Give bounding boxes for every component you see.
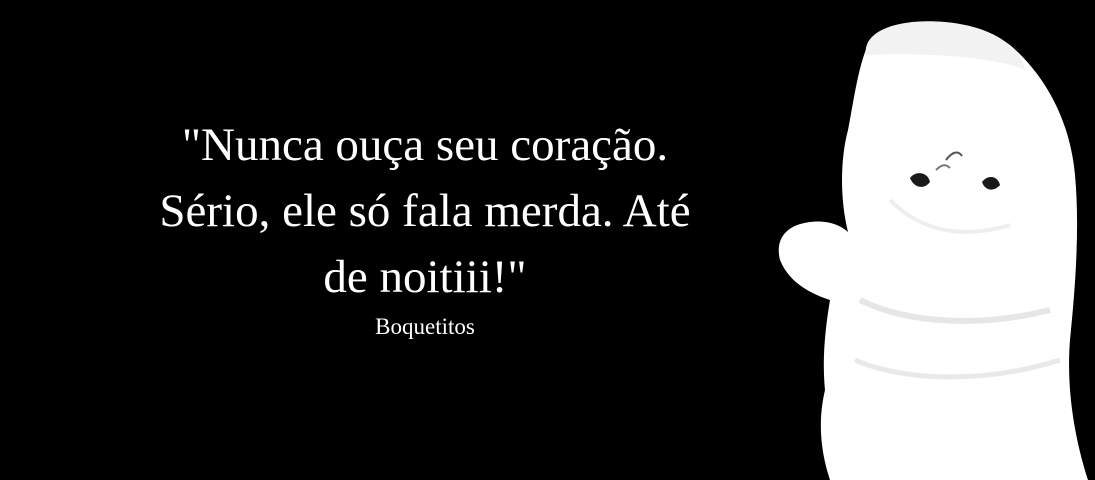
quote-author: Boquetitos bbox=[375, 314, 475, 339]
quote-line-2: Sério, ele só fala merda. Até bbox=[159, 185, 691, 237]
ghost-puppet-icon bbox=[770, 0, 1095, 480]
quote-line-3: de noitiii!" bbox=[323, 251, 527, 303]
ghost-body bbox=[779, 22, 1088, 480]
quote-block bbox=[60, 112, 790, 342]
quote-line-1: "Nunca ouça seu coração. bbox=[181, 119, 669, 171]
